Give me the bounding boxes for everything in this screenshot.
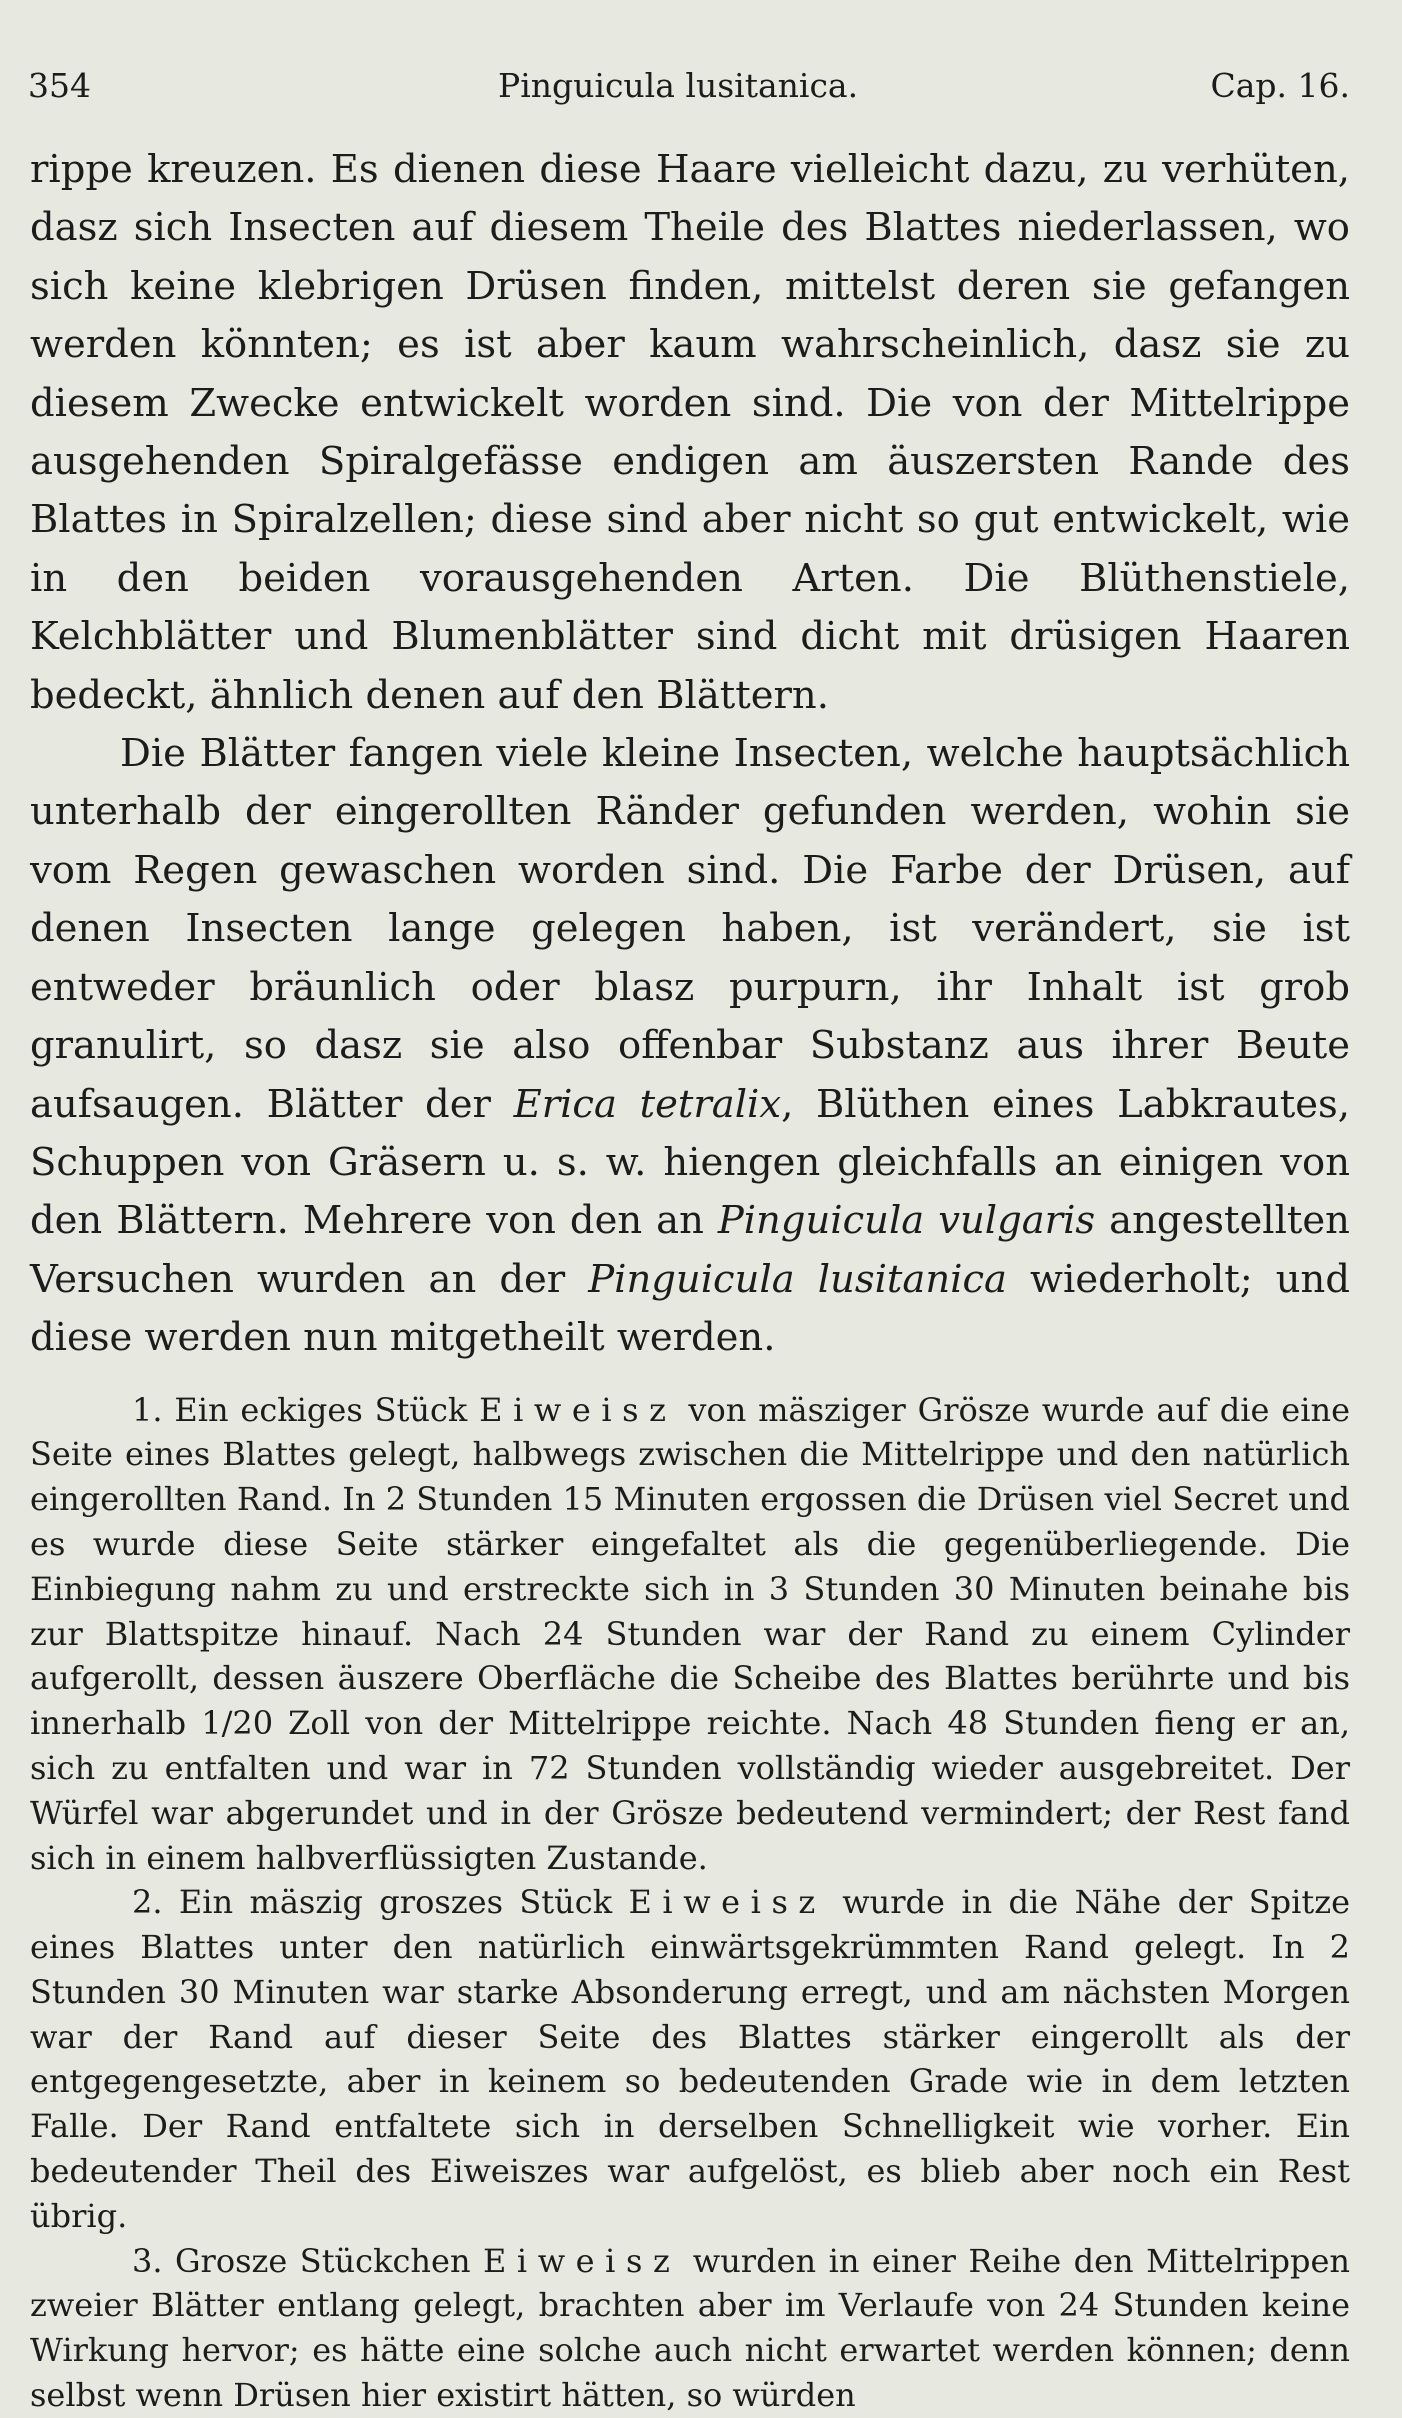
experiment-2 <box>30 1880 1350 2238</box>
running-title: Pinguicula lusitanica. <box>498 66 859 105</box>
page-body <box>30 141 1350 2418</box>
text-run: Die Blätter fangen viele kleine Insecten, welche hauptsächlich unterhalb der eingerollten Ränder gefunden werden, wohin sie vom Regen gewaschen worden sind. Die Farbe der Drüsen, auf denen Insecten lange gelegen haben, ist verändert, sie ist entweder bräunlich oder blasz purpurn, ihr Inhalt ist grob granulirt, so dasz sie also offenbar Substanz aus ihrer Beute aufsaugen. Blätter der <box>30 731 1350 1127</box>
experiment-3 <box>30 2239 1350 2418</box>
page-number: 354 <box>28 66 91 105</box>
species-name: Erica tetralix <box>513 1081 782 1127</box>
text-run: Zoll von der Mittelrippe reichte. Nach 48 Stunden fieng er an, sich zu entfalten und war in 72 Stunden vollständig wieder ausgebreitet. Der Würfel war abgerundet und in der Grösze bedeutend vermindert; der Rest fand sich in einem halbverflüssigten Zustande. <box>30 1704 1351 1877</box>
text-run: , Blüthen eines Labkrautes, Schuppen von Gräsern u. s. w. hiengen gleichfalls an einigen von den Blättern. Mehrere von den an <box>30 1081 1350 1244</box>
text-run: wiederholt; und diese werden nun mitgetheilt werden. <box>30 1256 1350 1361</box>
spaced-term: Eiweisz <box>628 1883 826 1922</box>
species-name: Pinguicula lusitanica <box>588 1256 1007 1302</box>
chapter-label: Cap. 16. <box>1210 66 1350 105</box>
text-run: 1. Ein eckiges Stück <box>132 1390 480 1429</box>
spaced-term: Eiweisz <box>483 2241 681 2280</box>
text-run: 2. Ein mäszig groszes Stück <box>132 1883 629 1922</box>
text-run: 3. Grosze Stückchen <box>132 2241 483 2280</box>
running-header <box>28 56 1350 116</box>
paragraph-continuation: rippe kreuzen. Es dienen diese Haare vielleicht dazu, zu verhüten, dasz sich Insecten auf diesem Theile des Blattes niederlassen, wo sich keine klebrigen Drüsen finden, mittelst deren sie gefangen werden könnten; es ist aber kaum wahrscheinlich, dasz sie zu diesem Zwecke entwickelt worden sind. Die von der Mittelrippe ausgehenden Spiralgefässe endigen am äuszersten Rande des Blattes in Spiralzellen; diese sind aber nicht so gut entwickelt, wie in den beiden vorausgehenden Arten. Die Blüthenstiele, Kelchblätter und Blumenblätter sind dicht mit drüsigen Haaren bedeckt, ähnlich denen auf den Blättern. <box>30 147 1350 718</box>
experiment-1 <box>30 1388 1350 1881</box>
fraction: 1/20 <box>201 1704 274 1743</box>
spaced-term: Eiweisz <box>479 1390 677 1429</box>
text-run: von mäsziger Grösze wurde auf die eine Seite eines Blattes gelegt, halbwegs zwischen die Mittelrippe und den natürlich eingerollten Rand. In 2 Stunden 15 Minuten ergossen die Drüsen viel Secret und es wurde diese Seite stärker eingefaltet als die gegenüberliegende. Die Einbiegung nahm zu und erstreckte sich in 3 Stunden 30 Minuten beinahe bis zur Blattspitze hinauf. Nach 24 Stunden war der Rand zu einem Cylinder aufgerollt, dessen äuszere Oberfläche die Scheibe des Blattes berührte und bis innerhalb <box>30 1390 1351 1743</box>
species-name: Pinguicula vulgaris <box>717 1198 1096 1244</box>
text-run: angestellten Versuchen wurden an der <box>30 1198 1350 1302</box>
text-run: wurden in einer Reihe den Mittelrippen zweier Blätter entlang gelegt, brachten aber im Verlaufe von 24 Stunden keine Wirkung hervor; es hätte eine solche auch nicht erwartet werden können; denn selbst wenn Drüsen hier existirt hätten, so würden <box>30 2241 1351 2415</box>
paragraph-observations <box>30 725 1350 1367</box>
text-run: wurde in die Nähe der Spitze eines Blattes unter den natürlich einwärtsgekrümmten Rand gelegt. In 2 Stunden 30 Minuten war starke Absonderung erregt, und am nächsten Morgen war der Rand auf dieser Seite des Blattes stärker eingerollt als der entgegengesetzte, aber in keinem so bedeutenden Grade wie in dem letzten Falle. Der Rand entfaltete sich in derselben Schnelligkeit wie vorher. Ein bedeutender Theil des Eiweiszes war aufgelöst, es blieb aber noch ein Rest übrig. <box>30 1883 1351 2235</box>
